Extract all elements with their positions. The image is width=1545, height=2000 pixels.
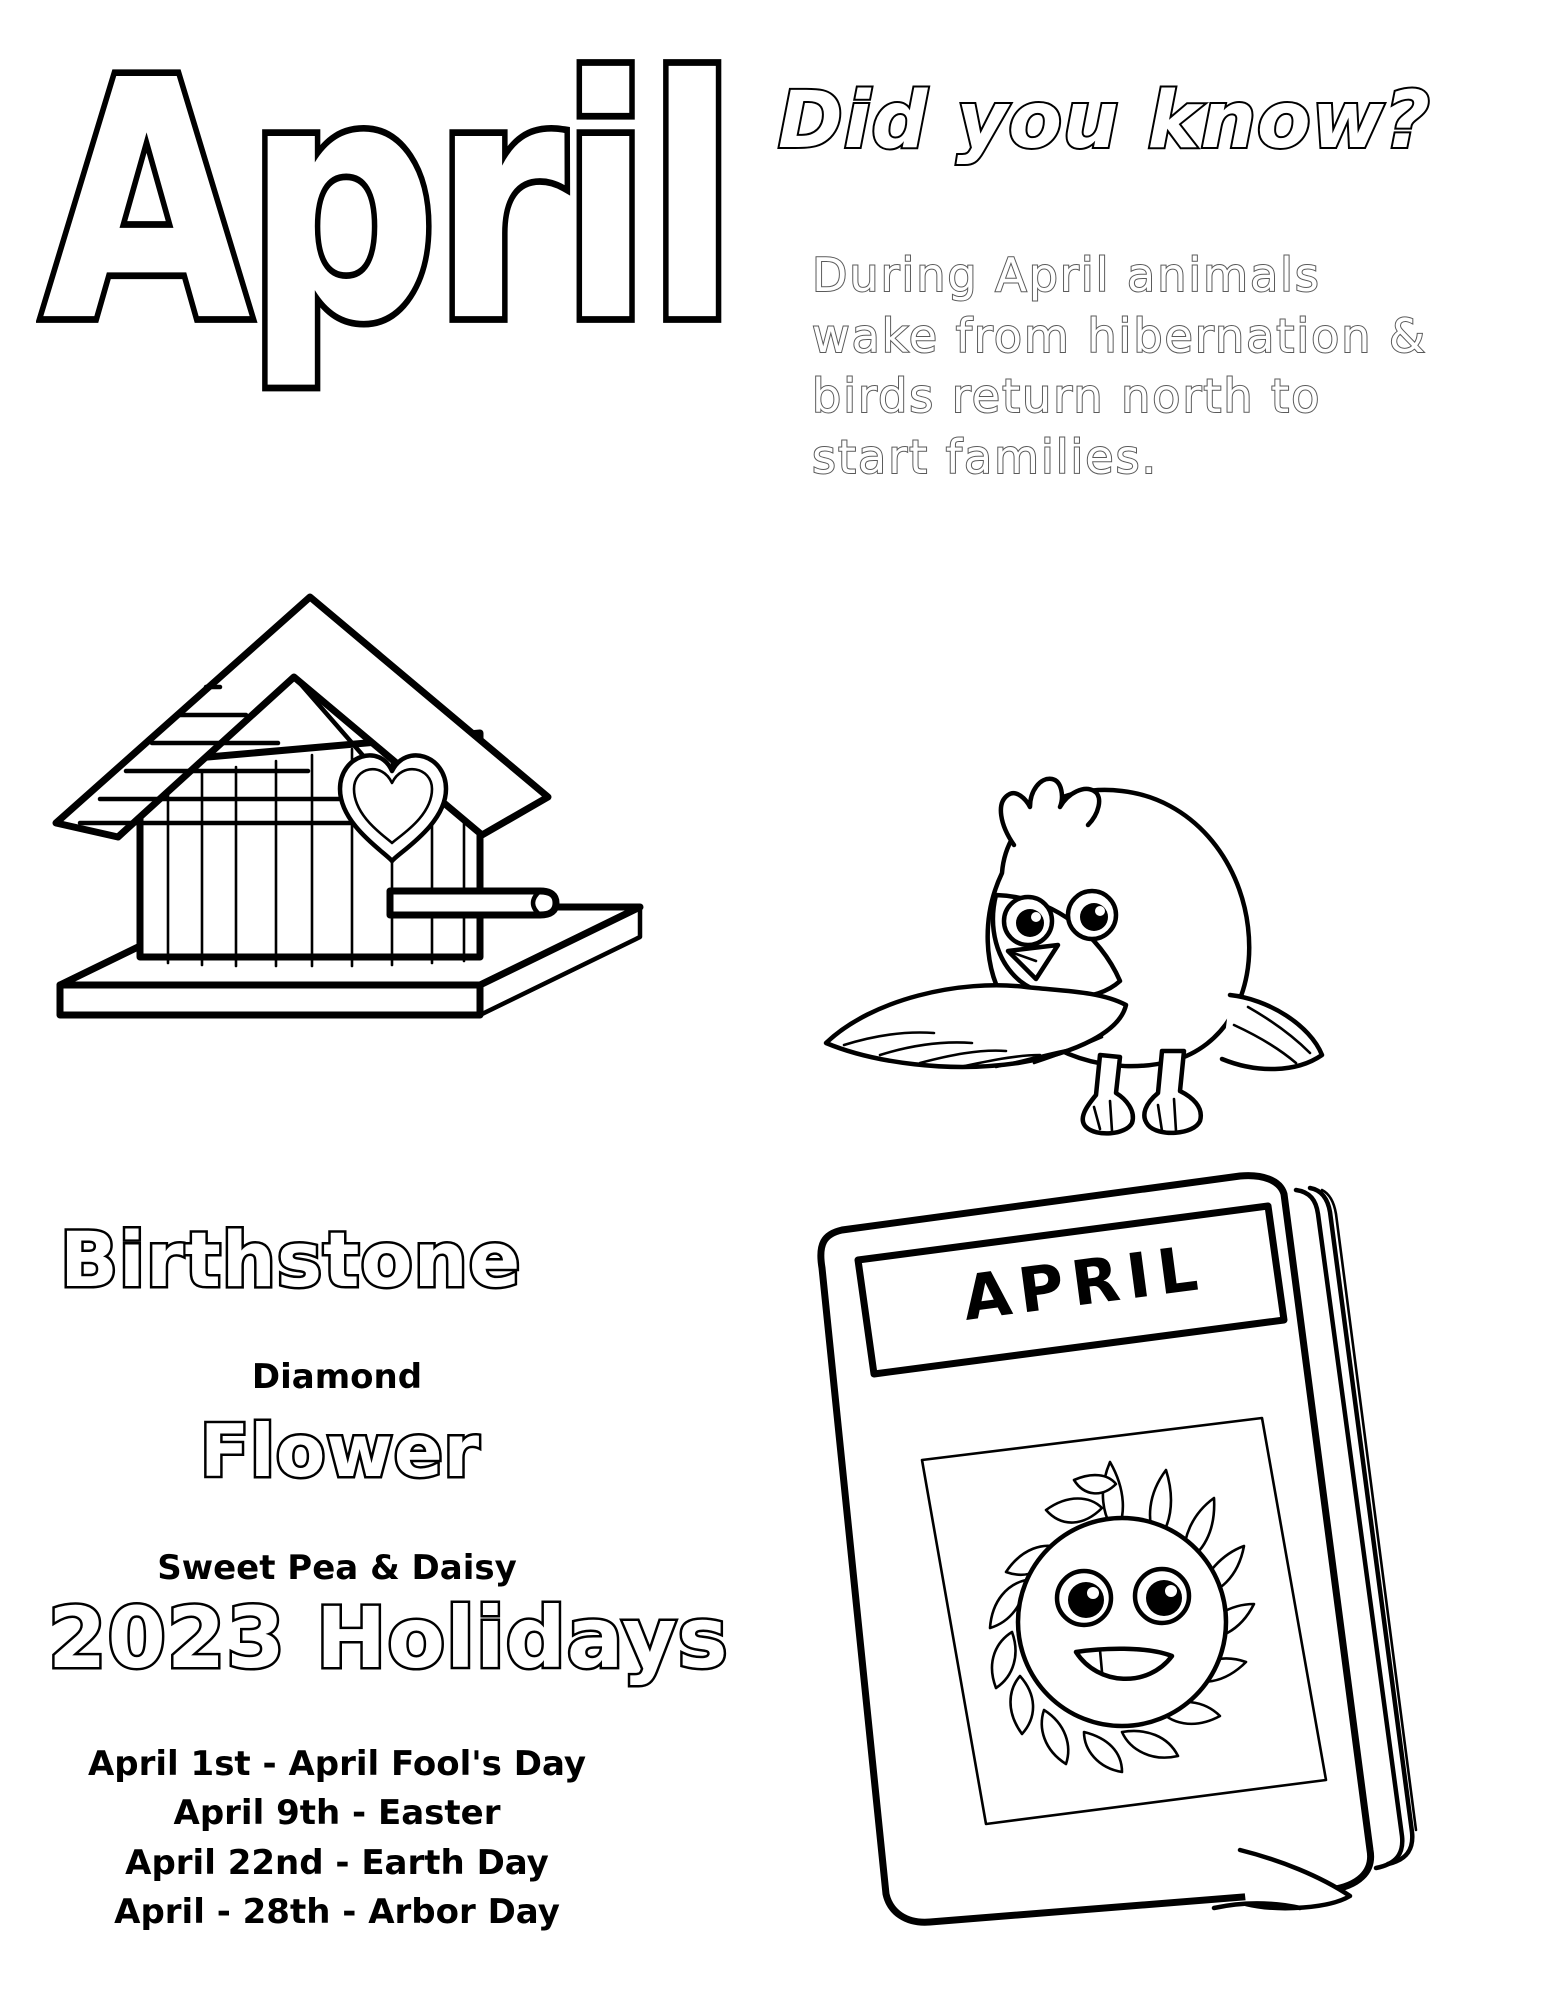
birdhouse-illustration [40, 585, 660, 1065]
flower-value: Sweet Pea & Daisy [157, 1548, 517, 1588]
list-item: April 1st - April Fool's Day [87, 1744, 587, 1784]
list-item: April 9th - Easter [173, 1793, 501, 1834]
flower-label: Flower [200, 1409, 481, 1493]
did-you-know-heading: Did you know? [778, 76, 1431, 166]
seed-packet-label: APRIL [958, 1230, 1210, 1335]
holidays-list [0, 1740, 687, 1937]
birthstone-value: Diamond [251, 1357, 423, 1397]
list-item: April - 28th - Arbor Day [114, 1891, 560, 1932]
seed-packet-illustration [810, 1160, 1420, 1940]
birthstone-label: Birthstone [60, 1215, 522, 1304]
holidays-label: 2023 Holidays [48, 1589, 729, 1687]
page-title: April [42, 9, 733, 395]
did-you-know-text: During April animals wake from hibernation & birds return north to start families. [812, 248, 1427, 485]
bird-illustration [810, 755, 1330, 1155]
list-item: April 22nd - Earth Day [125, 1842, 549, 1883]
